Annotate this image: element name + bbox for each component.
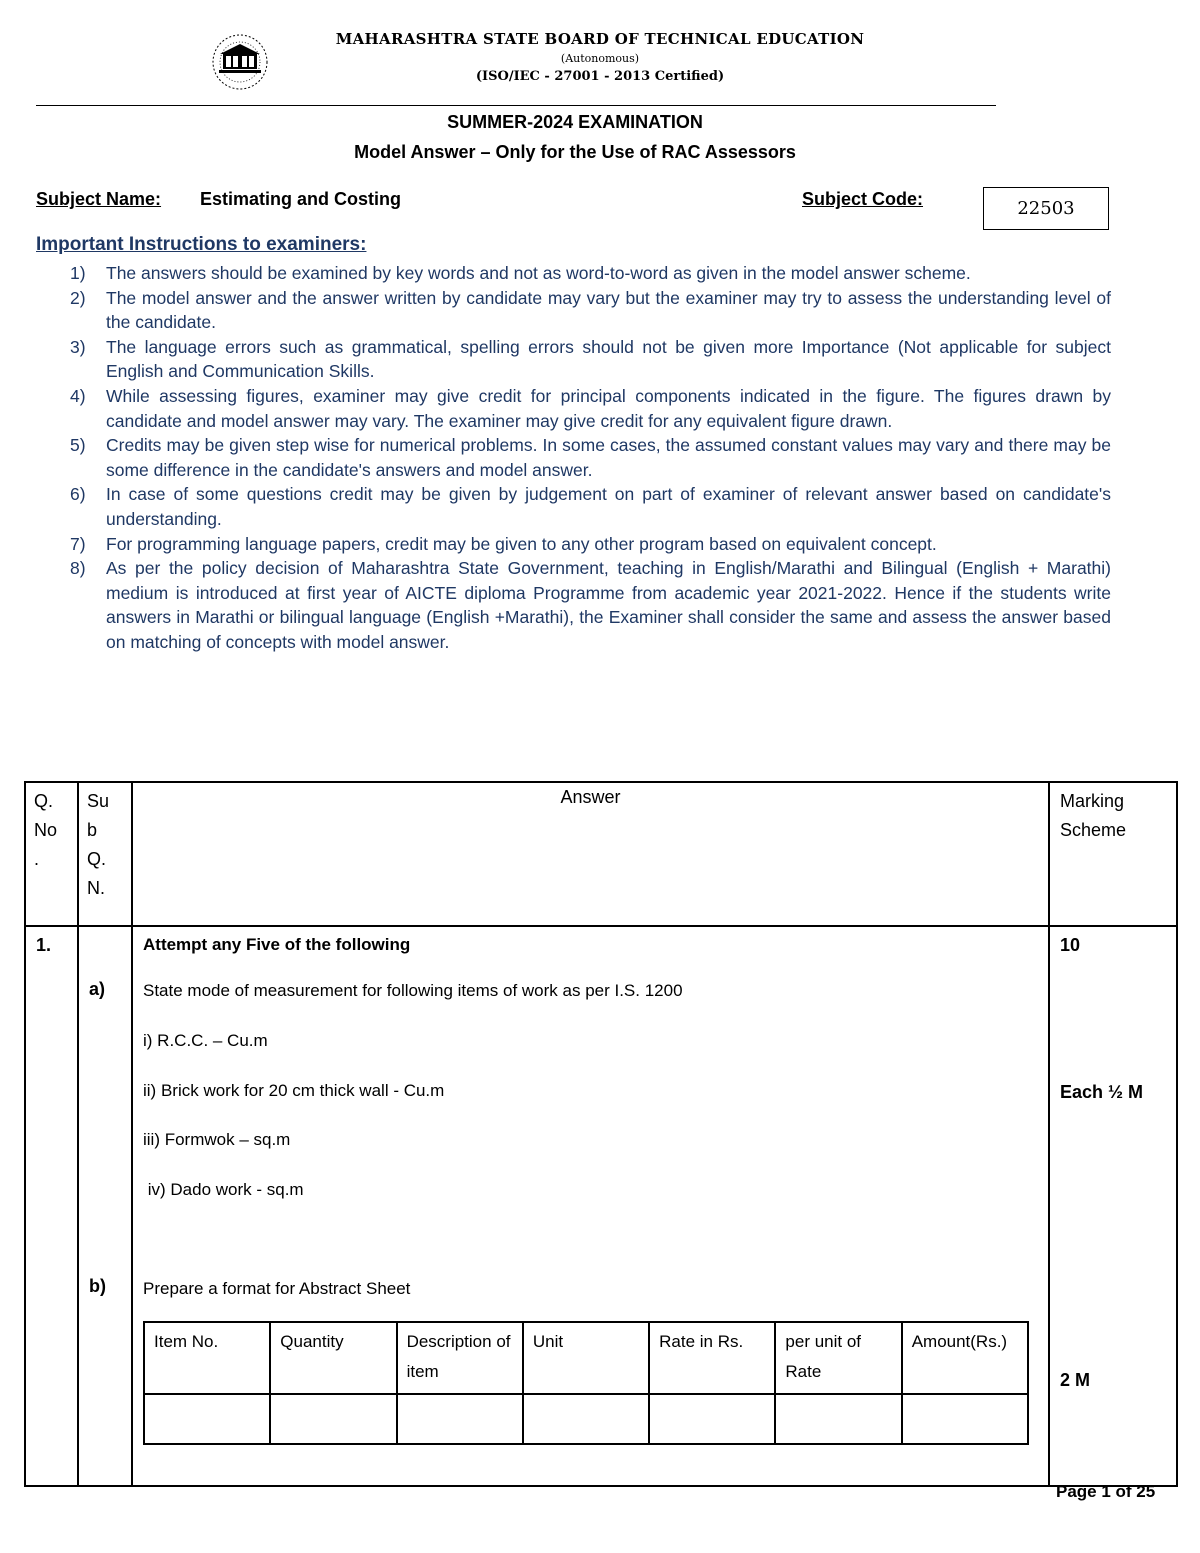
instruction-text: The model answer and the answer written by candidate may vary but the examiner may try to assess the understanding level of the candidate. bbox=[106, 287, 1111, 333]
instruction-item bbox=[70, 482, 1111, 531]
abstract-header-cell: Amount(Rs.) bbox=[902, 1322, 1028, 1394]
header-qno-line: . bbox=[34, 849, 40, 869]
question-b-text: Prepare a format for Abstract Sheet bbox=[143, 1279, 411, 1298]
abstract-header-cell: Item No. bbox=[144, 1322, 270, 1394]
header-subq-line: b bbox=[87, 820, 98, 840]
marks-b: 2 M bbox=[1060, 1370, 1091, 1390]
instruction-text: The answers should be examined by key words and not as word-to-word as given in the model answer scheme. bbox=[106, 263, 971, 283]
answer-cell bbox=[132, 926, 1049, 1486]
marking-cell bbox=[1049, 926, 1177, 1486]
board-autonomous: (Autonomous) bbox=[560, 52, 640, 65]
instruction-number: 7) bbox=[70, 533, 86, 554]
header-divider bbox=[36, 105, 996, 106]
instruction-text: While assessing figures, examiner may give credit for principal components indicated in the figure. The figures drawn by candidate and model answer may vary. The examiner may give credit for any equivalent figure drawn. bbox=[106, 385, 1111, 431]
instructions-heading: Important Instructions to examiners: bbox=[36, 234, 367, 255]
abstract-cell bbox=[270, 1394, 396, 1444]
table-row bbox=[25, 926, 1177, 1486]
header-qno-line: No bbox=[34, 820, 58, 840]
page-number: Page 1 of 25 bbox=[1056, 1482, 1156, 1501]
instruction-number: 3) bbox=[70, 336, 86, 357]
subquestion-b: b) bbox=[89, 1276, 106, 1296]
subject-name: Estimating and Costing bbox=[200, 189, 402, 209]
abstract-cell bbox=[649, 1394, 775, 1444]
instruction-item bbox=[70, 532, 1111, 557]
header-subq-line: N. bbox=[87, 878, 105, 898]
abstract-cell bbox=[397, 1394, 523, 1444]
question-a-text: State mode of measurement for following items of work as per I.S. 1200 bbox=[143, 981, 683, 1000]
subject-name-label: Subject Name: bbox=[36, 189, 162, 209]
subq-cell bbox=[78, 926, 132, 1486]
header-subq-line: Su bbox=[87, 791, 110, 811]
instruction-text: In case of some questions credit may be given by judgement on part of examiner of relevant answer based on candidate's understanding. bbox=[106, 484, 1111, 529]
instruction-number: 4) bbox=[70, 385, 86, 406]
abstract-header-cell: per unit of Rate bbox=[775, 1322, 901, 1394]
instruction-number: 5) bbox=[70, 435, 86, 456]
instruction-item bbox=[70, 384, 1111, 433]
abstract-header-cell: Unit bbox=[523, 1322, 649, 1394]
header-qno bbox=[25, 782, 78, 926]
instructions-list bbox=[70, 261, 1111, 655]
table-header-row bbox=[25, 782, 1177, 926]
instruction-number: 8) bbox=[70, 558, 86, 579]
marks-total: 10 bbox=[1060, 935, 1081, 955]
instruction-item bbox=[70, 433, 1111, 482]
header-marking-line: Marking bbox=[1060, 791, 1125, 811]
answer-a-item: ii) Brick work for 20 cm thick wall - Cu.m bbox=[143, 1081, 445, 1100]
header-subq bbox=[78, 782, 132, 926]
instruction-text: The language errors such as grammatical, spelling errors should not be given more Importance (Not applicable for subject English and Communication Skills. bbox=[106, 336, 1111, 382]
answer-a-item: iv) Dado work - sq.m bbox=[143, 1180, 304, 1199]
instruction-number: 2) bbox=[70, 287, 86, 308]
header-subq-line: Q. bbox=[87, 849, 107, 869]
subject-code-label: Subject Code: bbox=[802, 189, 924, 209]
board-certification: (ISO/IEC - 27001 - 2013 Certified) bbox=[475, 69, 725, 84]
abstract-empty-row bbox=[144, 1394, 1028, 1444]
instruction-text: For programming language papers, credit may be given to any other program based on equivalent concept. bbox=[106, 533, 937, 554]
abstract-header-cell: Rate in Rs. bbox=[649, 1322, 775, 1394]
abstract-sheet-table bbox=[143, 1321, 1029, 1445]
abstract-cell bbox=[902, 1394, 1028, 1444]
header-qno-line: Q. bbox=[34, 791, 54, 811]
instruction-item bbox=[70, 261, 1111, 286]
instruction-text: As per the policy decision of Maharashtra State Government, teaching in English/Marathi and Bilingual (English + Marathi) medium is introduced at first year of AICTE diploma Programme from academic year 2021-2022. Hence if the students write answers in Marathi or bilingual language (English +Marathi), the Examiner shall consider the same and assess the answer based on matching of concepts with model answer. bbox=[106, 558, 1111, 652]
qno-cell bbox=[25, 926, 78, 1486]
board-name: MAHARASHTRA STATE BOARD OF TECHNICAL EDUCATION bbox=[335, 30, 865, 48]
instruction-text: Credits may be given step wise for numerical problems. In some cases, the assumed constant values may vary and there may be some difference in the candidate's answers and model answer. bbox=[106, 435, 1111, 480]
abstract-header-cell: Quantity bbox=[270, 1322, 396, 1394]
abstract-header-row bbox=[144, 1322, 1028, 1394]
header-marking-line: Scheme bbox=[1060, 820, 1127, 840]
answer-table bbox=[24, 781, 1178, 1487]
abstract-cell bbox=[523, 1394, 649, 1444]
abstract-cell bbox=[775, 1394, 901, 1444]
msbte-logo-icon bbox=[206, 32, 274, 94]
header-answer: Answer bbox=[132, 782, 1049, 926]
header-marking bbox=[1049, 782, 1177, 926]
subquestion-a: a) bbox=[89, 979, 106, 999]
exam-subtitle: Model Answer – Only for the Use of RAC Assessors bbox=[354, 142, 796, 162]
question-heading: Attempt any Five of the following bbox=[143, 935, 411, 954]
question-number: 1. bbox=[36, 935, 52, 955]
instruction-number: 6) bbox=[70, 484, 86, 505]
marks-a: Each ½ M bbox=[1060, 1082, 1144, 1102]
answer-a-item: i) R.C.C. – Cu.m bbox=[143, 1031, 268, 1050]
instruction-item bbox=[70, 286, 1111, 335]
abstract-cell bbox=[144, 1394, 270, 1444]
subject-code: 22503 bbox=[983, 187, 1109, 230]
exam-title: SUMMER-2024 EXAMINATION bbox=[447, 112, 703, 132]
instruction-item bbox=[70, 556, 1111, 654]
abstract-header-cell: Description of item bbox=[397, 1322, 523, 1394]
answer-a-item: iii) Formwok – sq.m bbox=[143, 1130, 291, 1149]
instruction-item bbox=[70, 335, 1111, 384]
instruction-number: 1) bbox=[70, 263, 86, 283]
